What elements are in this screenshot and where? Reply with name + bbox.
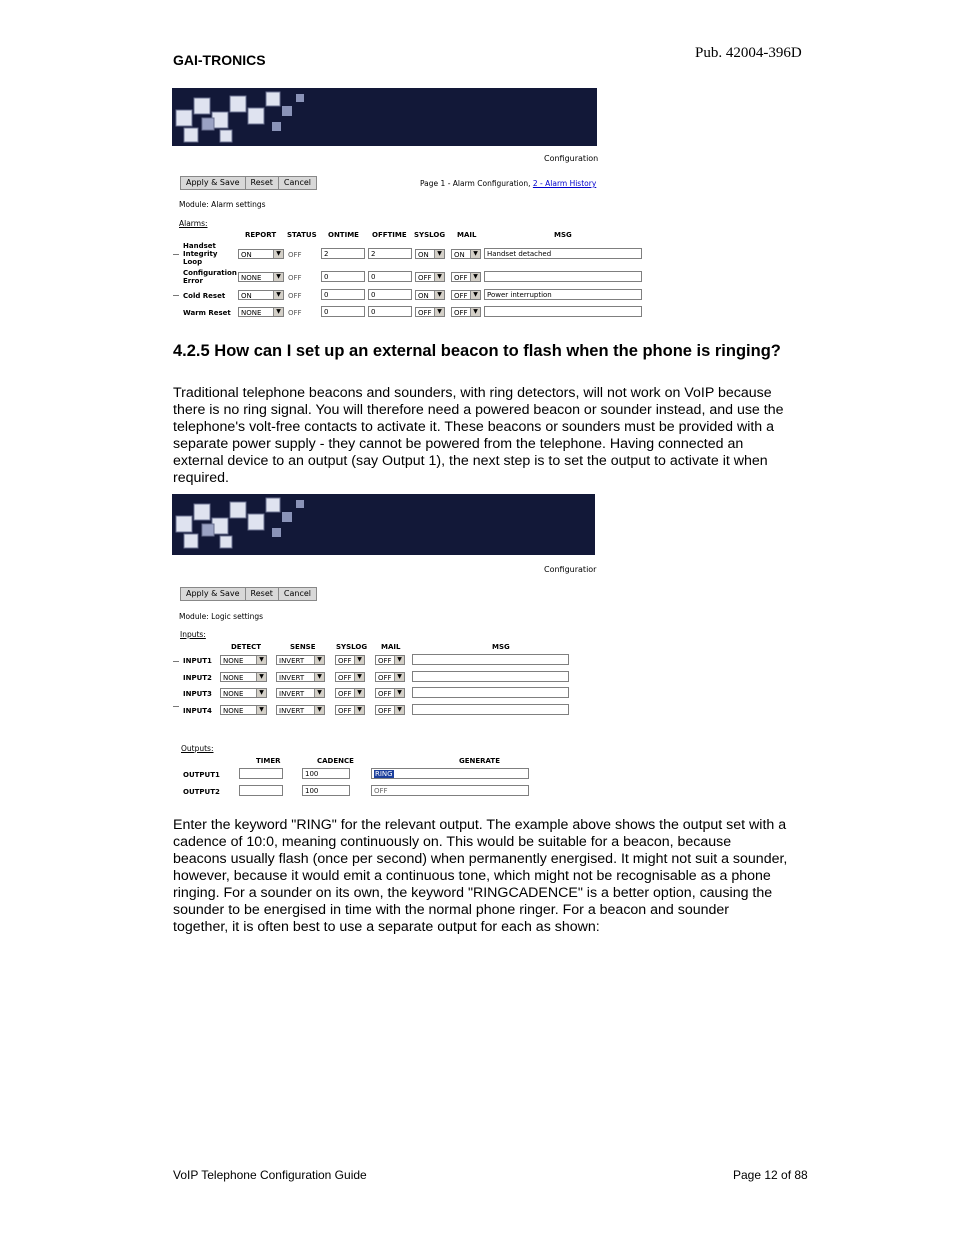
report-select[interactable]: ON ▼ <box>238 249 284 259</box>
report-select[interactable]: NONE ▼ <box>238 272 284 282</box>
cancel-button[interactable]: Cancel <box>283 178 312 187</box>
dropdown-arrow-icon: ▼ <box>256 689 266 697</box>
col-msg: MSG <box>554 231 572 239</box>
col-report: REPORT <box>245 231 277 239</box>
syslog-select[interactable]: OFF ▼ <box>335 705 365 715</box>
configuration-label: Configuratior <box>544 565 597 574</box>
header-company: GAI-TRONICS <box>173 52 266 68</box>
dropdown-arrow-icon: ▼ <box>434 308 444 316</box>
offtime-input[interactable]: 0 <box>368 289 412 300</box>
detect-select[interactable]: NONE ▼ <box>220 705 267 715</box>
footer-title: VoIP Telephone Configuration Guide <box>173 1168 367 1182</box>
footer-page-number: Page 12 of 88 <box>733 1168 808 1182</box>
mail-select[interactable]: OFF ▼ <box>375 688 405 698</box>
cadence-input[interactable]: 100 <box>302 768 350 779</box>
dropdown-arrow-icon: ▼ <box>434 250 444 258</box>
dropdown-arrow-icon: ▼ <box>470 273 480 281</box>
banner-image <box>172 88 597 146</box>
row-marker <box>173 706 179 707</box>
section-heading: 4.2.5 How can I set up an external beacon to flash when the phone is ringing? <box>173 342 781 360</box>
col-syslog: SYSLOG <box>336 643 368 651</box>
detect-select[interactable]: NONE ▼ <box>220 672 267 682</box>
col-mail: MAIL <box>457 231 477 239</box>
reset-button[interactable]: Reset <box>246 177 279 189</box>
page-nav-text: Page 1 - Alarm Configuration, <box>420 179 531 188</box>
syslog-select[interactable]: OFF ▼ <box>335 655 365 665</box>
inputs-section-label: Inputs: <box>180 630 206 639</box>
alarm-history-link[interactable]: 2 - Alarm History <box>532 179 597 188</box>
col-syslog: SYSLOG <box>414 231 446 239</box>
mail-select[interactable]: OFF ▼ <box>451 290 481 300</box>
input-label: INPUT3 <box>183 690 212 698</box>
dropdown-arrow-icon: ▼ <box>394 673 404 681</box>
col-sense: SENSE <box>290 643 316 651</box>
dropdown-arrow-icon: ▼ <box>354 706 364 714</box>
dropdown-arrow-icon: ▼ <box>354 673 364 681</box>
dropdown-arrow-icon: ▼ <box>354 656 364 664</box>
dropdown-arrow-icon: ▼ <box>470 308 480 316</box>
paragraph-explanation: Enter the keyword "RING" for the relevant output. The example above shows the output set with a cadence of 10:0, meaning continuously on. This would be suitable for a beacon, because beacons usually flash (once per second) when permanently energised. It might not suit a sounder, however, because it would emit a continuous tone, which might not be recognisable as a phone ringing. For a sounder on its own, the keyword "RINGCADENCE" is a better option, causing the sounder to be energised in time with the normal phone ringer. For a beacon and sounder together, it is often best to use a separate output for each as shown: <box>173 817 788 935</box>
dropdown-arrow-icon: ▼ <box>273 291 283 299</box>
report-select[interactable]: ON ▼ <box>238 290 284 300</box>
dropdown-arrow-icon: ▼ <box>394 689 404 697</box>
col-status: STATUS <box>287 231 317 239</box>
dropdown-arrow-icon: ▼ <box>434 291 444 299</box>
apply-save-button[interactable]: Apply & Save <box>181 588 246 600</box>
col-detect: DETECT <box>231 643 262 651</box>
ontime-input[interactable]: 0 <box>321 271 365 282</box>
syslog-select[interactable]: OFF ▼ <box>335 672 365 682</box>
alarm-config-screenshot <box>172 88 644 323</box>
row-label: Handset Integrity Loop <box>183 242 218 266</box>
syslog-select[interactable]: OFF ▼ <box>415 272 445 282</box>
dropdown-arrow-icon: ▼ <box>273 308 283 316</box>
col-ontime: ONTIME <box>328 231 359 239</box>
timer-input[interactable] <box>239 785 283 796</box>
report-select[interactable]: NONE ▼ <box>238 307 284 317</box>
dropdown-arrow-icon: ▼ <box>314 656 324 664</box>
cancel-button[interactable]: Cancel <box>283 589 312 598</box>
input-label: INPUT4 <box>183 707 212 715</box>
row-marker <box>173 295 179 296</box>
msg-input[interactable] <box>412 687 569 698</box>
ontime-input[interactable]: 0 <box>321 289 365 300</box>
apply-save-button[interactable]: Apply & Save <box>181 177 246 189</box>
dropdown-arrow-icon: ▼ <box>256 656 266 664</box>
logic-settings-screenshot <box>172 494 596 800</box>
header-pub-number: Pub. 42004-396D <box>695 45 802 61</box>
syslog-select[interactable]: OFF ▼ <box>335 688 365 698</box>
mail-select[interactable]: OFF ▼ <box>451 272 481 282</box>
dropdown-arrow-icon: ▼ <box>354 689 364 697</box>
row-label: Warm Reset <box>183 309 231 317</box>
button-bar <box>180 176 317 190</box>
syslog-select[interactable]: ON ▼ <box>415 290 445 300</box>
sense-select[interactable]: INVERT ▼ <box>276 705 325 715</box>
offtime-input[interactable]: 0 <box>368 306 412 317</box>
dropdown-arrow-icon: ▼ <box>256 673 266 681</box>
status-value: OFF <box>288 251 302 259</box>
row-marker <box>173 254 179 255</box>
mail-select[interactable]: OFF ▼ <box>375 655 405 665</box>
msg-input[interactable]: Power interruption <box>484 289 642 300</box>
col-generate: GENERATE <box>459 757 500 765</box>
dropdown-arrow-icon: ▼ <box>256 706 266 714</box>
reset-button[interactable]: Reset <box>246 588 279 600</box>
sense-select[interactable]: INVERT ▼ <box>276 688 325 698</box>
status-value: OFF <box>288 292 302 300</box>
button-bar <box>180 587 317 601</box>
dropdown-arrow-icon: ▼ <box>394 656 404 664</box>
mail-select[interactable]: OFF ▼ <box>375 672 405 682</box>
generate-value-selected: RING <box>375 770 393 778</box>
col-cadence: CADENCE <box>317 757 354 765</box>
dropdown-arrow-icon: ▼ <box>273 250 283 258</box>
col-offtime: OFFTIME <box>372 231 407 239</box>
msg-input[interactable] <box>484 271 642 282</box>
mail-select[interactable]: OFF ▼ <box>451 307 481 317</box>
col-msg: MSG <box>492 643 510 651</box>
alarms-section-label: Alarms: <box>179 219 208 228</box>
cube-logo-graphic <box>172 494 595 555</box>
sense-select[interactable]: INVERT ▼ <box>276 655 325 665</box>
generate-input[interactable]: OFF <box>371 785 529 796</box>
cube-logo-graphic <box>172 88 597 146</box>
outputs-section-label: Outputs: <box>181 744 214 753</box>
banner-image <box>172 494 595 555</box>
module-label: Module: Logic settings <box>179 612 264 621</box>
ontime-input[interactable]: 2 <box>321 248 365 259</box>
dropdown-arrow-icon: ▼ <box>470 250 480 258</box>
output-label: OUTPUT1 <box>183 771 220 779</box>
timer-input[interactable] <box>239 768 283 779</box>
generate-input[interactable] <box>371 768 529 779</box>
msg-input[interactable] <box>412 671 569 682</box>
msg-input[interactable] <box>412 654 569 665</box>
dropdown-arrow-icon: ▼ <box>314 706 324 714</box>
cadence-input[interactable]: 100 <box>302 785 350 796</box>
msg-input[interactable] <box>412 704 569 715</box>
offtime-input[interactable]: 2 <box>368 248 412 259</box>
mail-select[interactable]: ON ▼ <box>451 249 481 259</box>
row-label: Cold Reset <box>183 292 226 300</box>
row-marker <box>173 661 179 662</box>
dropdown-arrow-icon: ▼ <box>273 273 283 281</box>
dropdown-arrow-icon: ▼ <box>394 706 404 714</box>
configuration-label: Configuration <box>544 154 599 163</box>
input-label: INPUT2 <box>183 674 212 682</box>
status-value: OFF <box>288 309 302 317</box>
module-label: Module: Alarm settings <box>179 200 266 209</box>
offtime-input[interactable]: 0 <box>368 271 412 282</box>
output-label: OUTPUT2 <box>183 788 220 796</box>
dropdown-arrow-icon: ▼ <box>434 273 444 281</box>
ontime-input[interactable]: 0 <box>321 306 365 317</box>
msg-input[interactable] <box>484 306 642 317</box>
syslog-select[interactable]: OFF ▼ <box>415 307 445 317</box>
input-label: INPUT1 <box>183 657 212 665</box>
detect-select[interactable]: NONE ▼ <box>220 688 267 698</box>
dropdown-arrow-icon: ▼ <box>314 673 324 681</box>
row-label: Configuration Error <box>183 269 237 285</box>
page-nav <box>420 179 596 188</box>
detect-select[interactable]: NONE ▼ <box>220 655 267 665</box>
col-mail: MAIL <box>381 643 401 651</box>
dropdown-arrow-icon: ▼ <box>470 291 480 299</box>
status-value: OFF <box>288 274 302 282</box>
paragraph-intro: Traditional telephone beacons and sounders, with ring detectors, will not work on VoIP because there is no ring signal. You will therefore need a powered beacon or sounder instead, and use the telephone's volt-free contacts to activate it. These beacons or sounders must be provided with a separate power supply - they cannot be powered from the telephone. Having connected an external device to an output (say Output 1), the next step is to set the output to activate it when required. <box>173 385 784 486</box>
sense-select[interactable]: INVERT ▼ <box>276 672 325 682</box>
mail-select[interactable]: OFF ▼ <box>375 705 405 715</box>
syslog-select[interactable]: ON ▼ <box>415 249 445 259</box>
col-timer: TIMER <box>256 757 281 765</box>
dropdown-arrow-icon: ▼ <box>314 689 324 697</box>
msg-input[interactable]: Handset detached <box>484 248 642 259</box>
